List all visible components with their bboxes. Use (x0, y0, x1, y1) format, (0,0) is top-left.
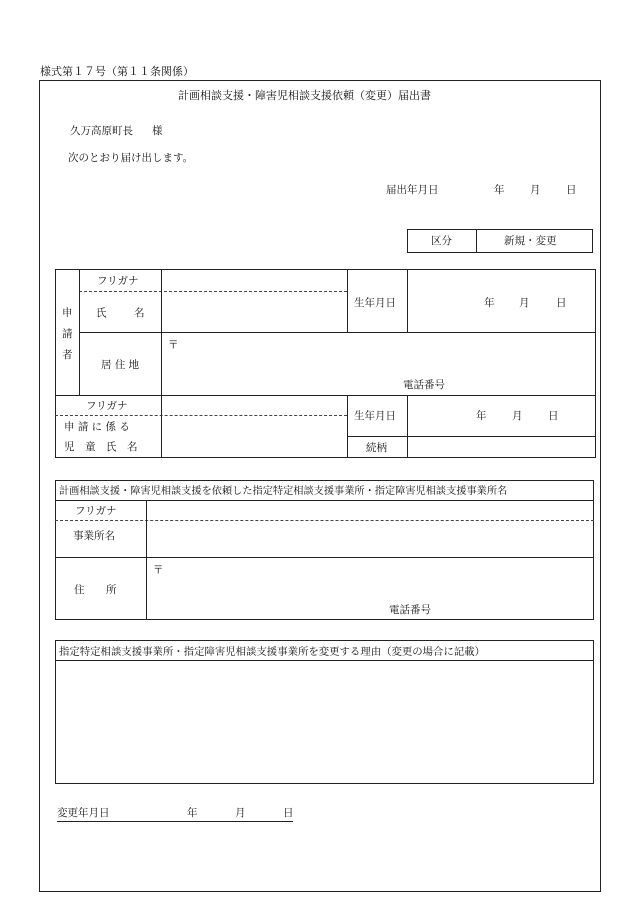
applicant-birth-day-unit: 日 (556, 297, 567, 309)
submission-month-unit: 月 (530, 184, 541, 196)
change-date-day-unit: 日 (283, 807, 294, 819)
category-label: 区分 (431, 235, 452, 247)
applicant-side-label-1: 申 (62, 307, 73, 319)
applicant-side-label-3: 者 (62, 349, 73, 361)
child-birth-field[interactable] (410, 397, 594, 434)
applicant-phone-label: 電話番号 (403, 379, 445, 391)
honorific: 様 (152, 125, 163, 137)
change-date-month-field[interactable] (200, 804, 233, 820)
applicant-postal-mark: 〒 (168, 339, 179, 351)
change-date-underline (57, 821, 293, 822)
form-title: 計画相談支援・障害児相談支援依頼（変更）届出書 (178, 89, 431, 102)
applicant-side-label-2: 請 (62, 328, 73, 340)
submission-year-field[interactable] (450, 180, 490, 198)
child-relation-field[interactable] (410, 438, 594, 456)
applicant-name-field[interactable] (163, 294, 345, 330)
office-address-label-1: 住 (74, 584, 85, 596)
form-number: 様式第１７号（第１１条関係） (40, 65, 194, 78)
applicant-birth-month-unit: 月 (519, 297, 530, 309)
child-label-line1: 申 請 に 係 る (64, 421, 130, 433)
child-furigana-field[interactable] (163, 397, 345, 414)
office-furigana-field[interactable] (148, 502, 592, 519)
office-address-field[interactable] (148, 559, 592, 618)
reason-field[interactable] (58, 663, 591, 781)
applicant-address-field[interactable] (163, 334, 593, 393)
change-date-label: 変更年月日 (57, 807, 110, 819)
submission-day-field[interactable] (541, 180, 563, 198)
applicant-name-label-2: 名 (134, 307, 145, 319)
office-name-field[interactable] (148, 523, 592, 555)
category-value[interactable]: 新規・変更 (504, 235, 557, 247)
child-name-field[interactable] (163, 418, 345, 456)
child-birth-label: 生年月日 (354, 410, 396, 422)
applicant-furigana-field[interactable] (163, 271, 345, 290)
office-section-title: 計画相談支援・障害児相談支援を依頼した指定特定相談支援事業所・指定障害児相談支援事業所名 (59, 486, 508, 497)
office-postal-mark: 〒 (153, 564, 164, 576)
applicant-birth-label: 生年月日 (354, 297, 396, 309)
office-address-label-2: 所 (106, 584, 117, 596)
submission-day-unit: 日 (566, 184, 577, 196)
child-relation-label: 続柄 (366, 442, 387, 454)
change-date-year-unit: 年 (187, 807, 198, 819)
change-date-year-field[interactable] (115, 804, 185, 820)
child-birth-year-unit: 年 (476, 410, 487, 422)
applicant-birth-field[interactable] (410, 272, 594, 330)
child-birth-day-unit: 日 (548, 410, 559, 422)
child-birth-month-unit: 月 (512, 410, 523, 422)
applicant-name-label-1: 氏 (96, 307, 107, 319)
applicant-birth-year-unit: 年 (484, 297, 495, 309)
submission-month-field[interactable] (505, 180, 527, 198)
applicant-furigana-label: フリガナ (97, 275, 139, 287)
change-date-month-unit: 月 (235, 807, 246, 819)
applicant-address-label: 居 住 地 (101, 359, 140, 371)
office-name-label: 事業所名 (73, 530, 115, 542)
office-furigana-label: フリガナ (75, 505, 117, 517)
submission-year-unit: 年 (494, 184, 505, 196)
office-phone-label: 電話番号 (389, 604, 431, 616)
reason-section-title: 指定特定相談支援事業所・指定障害児相談支援事業所を変更する理由（変更の場合に記載） (59, 646, 486, 658)
child-label-line2: 児 童 氏 名 (64, 441, 138, 453)
intro-text: 次のとおり届け出します。 (68, 152, 194, 164)
child-furigana-label: フリガナ (86, 400, 128, 412)
submission-date-label: 届出年月日 (386, 184, 439, 196)
change-date-day-field[interactable] (248, 804, 281, 820)
addressee: 久万高原町長 (70, 125, 133, 137)
